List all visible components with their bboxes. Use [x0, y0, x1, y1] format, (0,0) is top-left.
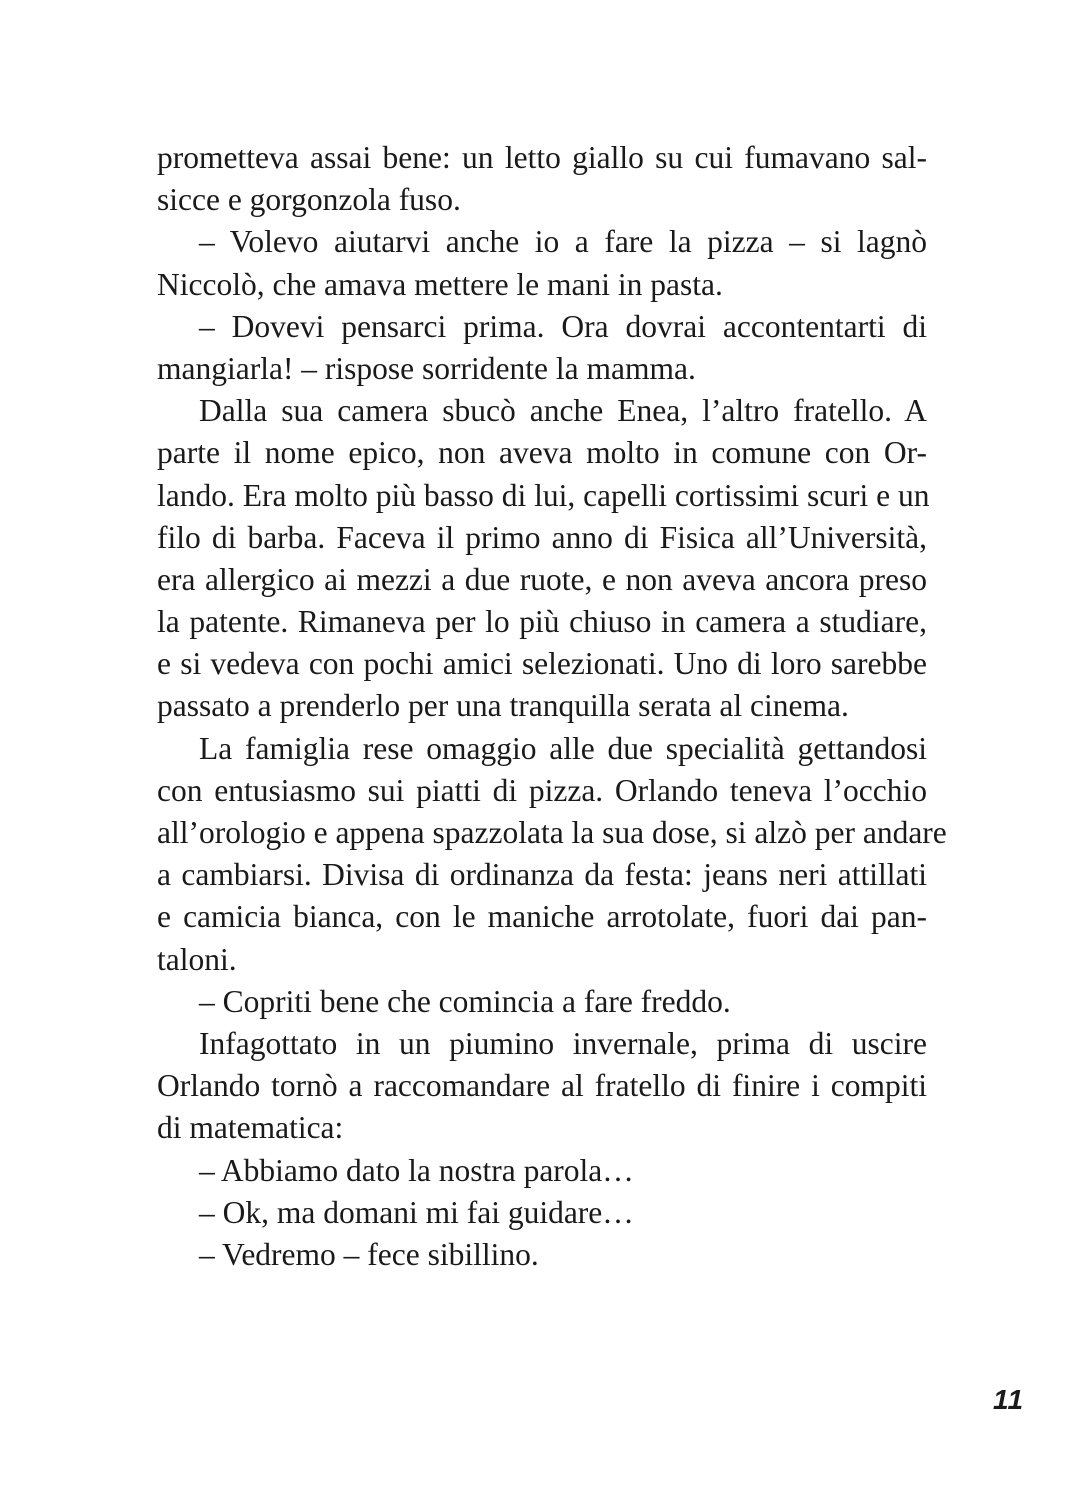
text-line: – Vedremo – fece sibillino.	[199, 1236, 539, 1272]
text-line: passato a prenderlo per una tranquilla serata al cinema.	[157, 688, 849, 724]
body-text	[157, 137, 947, 1276]
text-line: – Copriti bene che comincia a fare freddo.	[199, 983, 731, 1019]
text-line: con entusiasmo sui piatti di pizza. Orlando teneva l’occhio	[157, 772, 927, 808]
text-line: la patente. Rimaneva per lo più chiuso in camera a studiare,	[157, 604, 927, 640]
text-line: – Dovevi pensarci prima. Ora dovrai accontentarti di	[199, 308, 927, 344]
text-line: lando. Era molto più basso di lui, capelli cortissimi scuri e un	[157, 477, 930, 513]
text-line: all’orologio e appena spazzolata la sua dose, si alzò per andare	[157, 815, 947, 850]
text-line: sicce e gorgonzola fuso.	[157, 182, 461, 218]
text-line: – Volevo aiutarvi anche io a fare la pizza – si lagnò	[199, 224, 927, 260]
text-line: a cambiarsi. Divisa di ordinanza da festa: jeans neri attillati	[157, 857, 927, 893]
text-line: – Abbiamo dato la nostra parola…	[199, 1152, 634, 1188]
text-line: – Ok, ma domani mi fai guidare…	[199, 1194, 634, 1230]
text-line: filo di barba. Faceva il primo anno di Fisica all’Università,	[157, 519, 927, 555]
text-line: Niccolò, che amava mettere le mani in pasta.	[157, 266, 723, 302]
page-number: 11	[993, 1384, 1025, 1415]
text-line: e camicia bianca, con le maniche arrotolate, fuori dai pan-	[157, 899, 927, 935]
text-line: di matematica:	[157, 1110, 344, 1146]
text-line: parte il nome epico, non aveva molto in comune con Or-	[157, 435, 927, 471]
text-line: mangiarla! – rispose sorridente la mamma.	[157, 350, 696, 386]
text-line: era allergico ai mezzi a due ruote, e non aveva ancora preso	[157, 561, 927, 597]
text-line: e si vedeva con pochi amici selezionati. Uno di loro sarebbe	[157, 646, 927, 682]
text-line: Infagottato in un piumino invernale, prima di uscire	[199, 1025, 927, 1061]
text-line: Dalla sua camera sbucò anche Enea, l’altro fratello. A	[199, 393, 927, 429]
text-line: prometteva assai bene: un letto giallo su cui fumavano sal-	[157, 140, 927, 175]
text-line: taloni.	[157, 941, 237, 977]
text-line: La famiglia rese omaggio alle due specialità gettandosi	[199, 730, 927, 766]
text-line: Orlando tornò a raccomandare al fratello di finire i compiti	[157, 1068, 927, 1104]
